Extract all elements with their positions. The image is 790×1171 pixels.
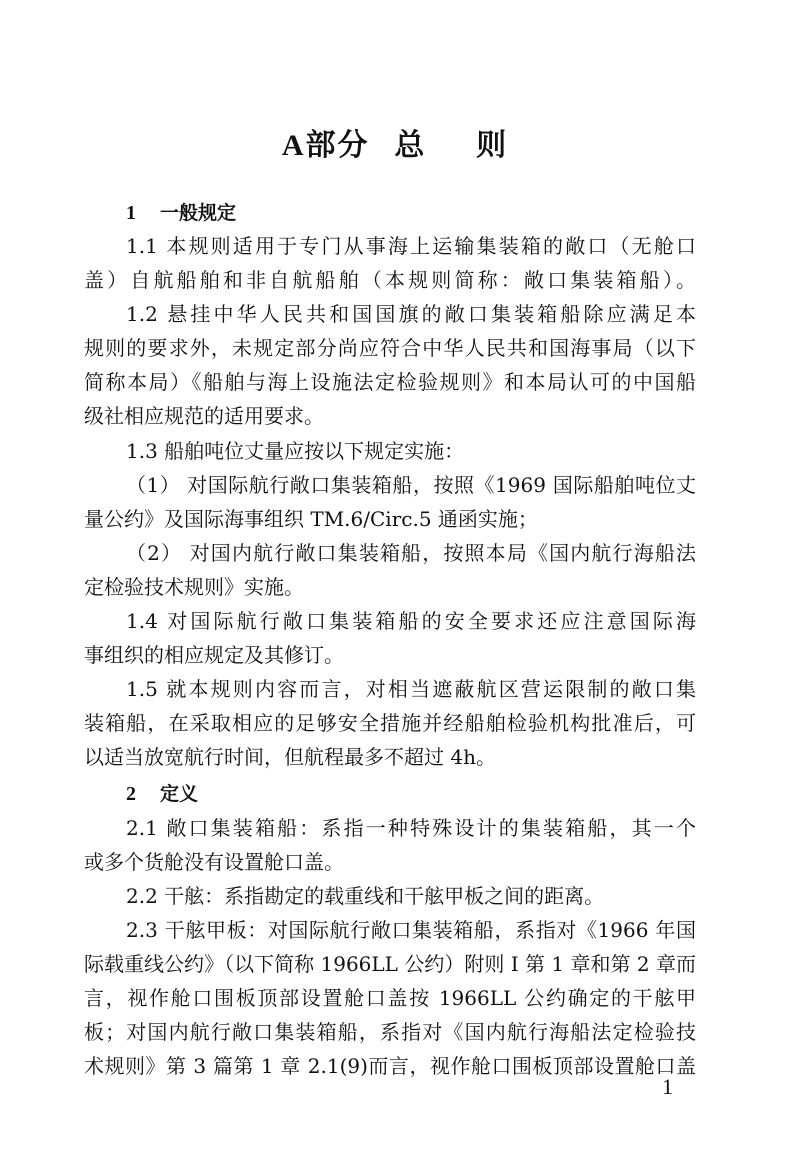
- paragraph-line: 装箱船，在采取相应的足够安全措施并经船舶检验机构批准后，可: [84, 711, 696, 735]
- section-number: 1: [126, 202, 136, 224]
- paragraph-line: 定检验技术规则》实施。: [84, 575, 304, 599]
- paragraph-line: （1） 对国际航行敞口集装箱船，按照《1969 国际船舶吨位丈: [126, 473, 696, 497]
- paragraph-line: 1.1 本规则适用于专门从事海上运输集装箱的敞口（无舱口: [126, 234, 696, 258]
- paragraph-line: 或多个货舱没有设置舱口盖。: [84, 850, 344, 874]
- paragraph-line: 规则的要求外，未规定部分尚应符合中华人民共和国海事局（以下: [84, 336, 696, 360]
- section-title: 定义: [160, 783, 199, 805]
- paragraph-line: 术规则》第 3 篇第 1 章 2.1(9)而言，视作舱口围板顶部设置舱口盖: [84, 1054, 696, 1078]
- paragraph-line: 1.3 船舶吨位丈量应按以下规定实施：: [126, 439, 465, 463]
- title-prefix: A: [281, 129, 306, 162]
- paragraph-line: 1.4 对国际航行敞口集装箱船的安全要求还应注意国际海: [126, 609, 696, 633]
- paragraph-line: 简称本局）《船舶与海上设施法定检验规则》和本局认可的中国船: [84, 370, 696, 394]
- paragraph-line: 2.2 干舷：系指勘定的载重线和干舷甲板之间的距离。: [126, 884, 605, 908]
- page-title: [0, 124, 790, 168]
- paragraph-line: 盖）自航船舶和非自航船舶（本规则简称：敞口集装箱船）。: [84, 268, 696, 292]
- paragraph-line: 际载重线公约》（以下简称 1966LL 公约）附则 Ⅰ 第 1 章和第 2 章而: [84, 952, 696, 976]
- paragraph-line: 1.2 悬挂中华人民共和国国旗的敞口集装箱船除应满足本: [126, 302, 696, 326]
- page-number: 1: [662, 1074, 673, 1099]
- paragraph-line: 量公约》及国际海事组织 TM.6/Circ.5 通函实施；: [84, 507, 538, 531]
- section-heading-definitions: [126, 777, 198, 811]
- paragraph-line: 2.3 干舷甲板：对国际航行敞口集装箱船，系指对《1966 年国: [126, 918, 696, 942]
- section-title: 一般规定: [160, 202, 237, 224]
- paragraph-line: 事组织的相应规定及其修订。: [84, 643, 344, 667]
- section-heading-general: [126, 196, 236, 230]
- paragraph-line: 2.1 敞口集装箱船：系指一种特殊设计的集装箱船，其一个: [126, 816, 696, 840]
- section-number: 2: [126, 783, 136, 805]
- paragraph-line: 板；对国内航行敞口集装箱船，系指对《国内航行海船法定检验技: [84, 1020, 696, 1044]
- paragraph-line: 言，视作舱口围板顶部设置舱口盖按 1966LL 公约确定的干舷甲: [84, 986, 696, 1010]
- paragraph-line: 1.5 就本规则内容而言，对相当遮蔽航区营运限制的敞口集: [126, 677, 696, 701]
- paragraph-line: 级社相应规范的适用要求。: [84, 404, 324, 428]
- title-text: 部分 总 则: [305, 128, 509, 163]
- paragraph-line: （2） 对国内航行敞口集装箱船，按照本局《国内航行海船法: [126, 541, 696, 565]
- paragraph-line: 以适当放宽航行时间，但航程最多不超过 4h。: [84, 745, 496, 769]
